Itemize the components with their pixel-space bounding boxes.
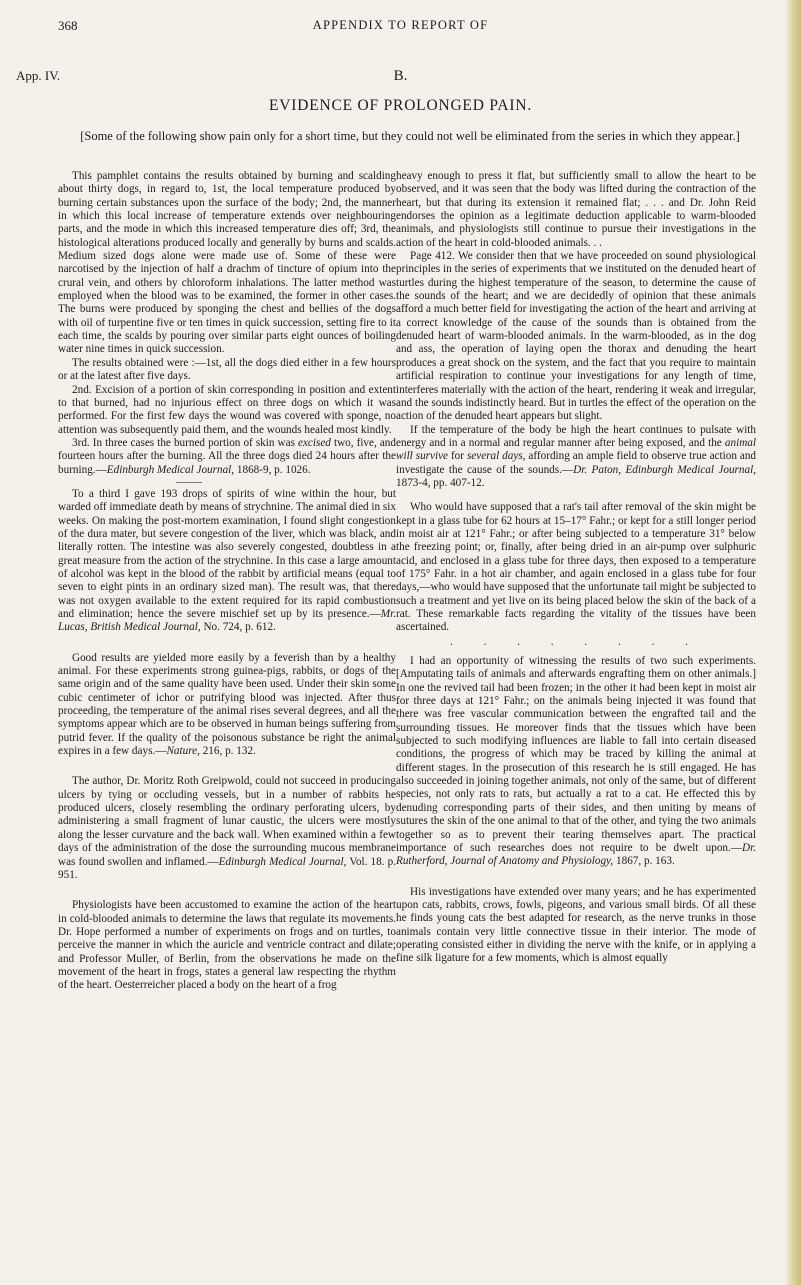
running-head: APPENDIX TO REPORT OF [312,18,489,32]
ellipsis-row: . . . . . . . . [450,635,702,648]
page-number: 368 [58,18,78,33]
paragraph: Good results are yielded more easily by a feverish than by a healthy animal. For these experiments strong guinea-pigs, rabbits, or dogs of the same origin and of the same quality have been used. Under their skin some cubic centimeter of ichor or putrifying blood was injected. After thus proceeding, the temperature of the animal rises several degrees, and all the symptoms appear which are to be observed in human beings suffering from putrid fever. If the quality of the poisonous substance be right the animal expires in a few days.—Nature, 216, p. 132. [58,651,396,758]
paragraph: If the temperature of the body be high the heart continues to pulsate with energy and in a normal and regular manner after being exposed, and the animal will survive for several days, affording an ample field to observe true action and investigate the cause of the sounds.—Dr. Paton, Edinburgh Medical Journal, 1873-4, pp. 407-12. [396,423,757,489]
paragraph: To a third I gave 193 drops of spirits of wine within the hour, but warded off immediate death by means of strychnine. The animal died in six weeks. On making the post-mortem examination, I found slight congestion of the dura mater, but severe congestion of the liver, which was black, and literally rotten. The intestine was also severely congested, doubtless in a great measure from the action of the strychnine. In this case a large amount of alcohol was kept in the blood of the rabbit by artificial means (equal to seven to eight pints in an ordinary sized man). The result was, that there was not oxygen available to the extent required for its rapid combustion and elimination; hence the severe mischief set up by its presence.—Mr. Lucas, British Medical Journal, No. 724, p. 612. [58,487,396,634]
paragraph: 2nd. Excision of a portion of skin corresponding in position and extent to that burned, had no injurious effect on three dogs on which it was performed. For the first few days the wound was covered with sponge, no attention was subsequently paid them, and the wounds healed most kindly. [58,383,396,436]
right-column [396,170,756,966]
paragraph: 3rd. In three cases the burned portion of skin was excised two, five, and fourteen hours after the burning. All the three dogs died 24 hours after the burning.—Edinburgh Medical Journal, 1868-9, p. 1026. [58,436,396,476]
paragraph: The author, Dr. Moritz Roth Greipwold, could not succeed in producing ulcers by tying or occluding vessels, but in a number of rabbits he produced ulcers, closely resembling the ordinary perforating ulcers, by administering a small fragment of lunar caustic, the ulcers were mostly along the lesser curvature and the back wall. When examined within a few days of the administration of the dose the surrounding mucous membrane was found swollen and inflamed.—Edinburgh Medical Journal, Vol. 18. p. 951. [58,775,397,881]
appendix-label: App. IV. [16,68,61,83]
paragraph: His investigations have extended over many years; and he has experimented upon cats, rabbits, crows, fowls, pigeons, and various small birds. Of all these he finds young cats the best adapted for research, as the nerve trunks in those animals contain very little connective tissue in their interior. The mode of operating consisted either in dividing the nerve with the knife, or in applying a fine silk ligature for a few moments, which is almost equally [396,885,756,965]
paragraph: Page 412. We consider then that we have proceeded on sound physiological principles in the series of experiments that we instituted on the denuded heart of turtles during the highest temperature of the season, to determine the cause of the sounds of the heart; and we are decidedly of opinion that these animals afford a much better field for investigating the action of the heart and arriving at a correct knowledge of the cause of the sounds than is obtained from the denuded heart of warm-blooded animals. In the warm-blooded, as in the dog and ass, the operation of laying open the thorax and denuding the heart produces a great shock on the system, and the fact that you require to maintain artificial respiration to continue your investigations for any length of time, interferes materially with the action of the heart, rendering it weak and irregular, and the sounds indistinctly heard. But in turtles the effect of the operation on the action of the denuded heart appears but slight. [396,250,756,423]
paragraph: Who would have supposed that a rat's tail after removal of the skin might be kept in a glass tube for 62 hours at 15–17° Fahr.; or kept for a still longer period in moist air at 121° Fahr.; or after being subjected to a temperature 31° below the freezing point; or, finally, after being dried in an air-pump over sulphuric acid, and enclosed in a glass tube for three days, then exposed to a temperature of 175° Fahr. in a hot air chamber, and again enclosed in a glass tube for four days,—who would have supposed that the unfortunate tail might be subjected to such a treatment and yet live on its being placed below the skin of the back of a rat. These remarkable facts regarding the vitality of the tissues have been ascertained. [396,501,756,634]
paragraph: heavy enough to press it flat, but sufficiently small to allow the heart to be observed, and it was seen that the body was lifted during the contraction of the heart, but that during its extension it remained flat; . . . and Dr. John Reid endorses the opinion as a legitimate deduction applicable to warm-blooded animals, and physiologists still continue to pursue their investigations in the action of the heart in cold-blooded animals. . . [396,170,756,249]
section-title: EVIDENCE OF PROLONGED PAIN. [268,97,532,114]
paragraph: This pamphlet contains the results obtained by burning and scalding about thirty dogs, in regard to, 1st, the local temperature produced by burning certain substances upon the surface of the body; 2nd, the manner in which this local increase of temperature extends over neighbouring parts, and the mode in which this increased temperature dies off; 3rd, the histological alterations produced locally and generally by burns and scalds. Medium sized dogs alone were made use of. Some of these were narcotised by the injection of half a drachm of tincture of opium into the crural vein, and others by chloroform inhalations. The latter method was employed when the blood was to be examined, the former in other cases. The burns were produced by sponging the chest and bellies of the dogs with oil of turpentine five or ten times in quick succession, setting fire to it each time, the scalds by pouring over similar parts eight ounces of boiling water nine times in quick succession. [58,170,396,356]
paragraph: I had an opportunity of witnessing the results of two such experiments. [Amputating tails of animals and afterwards engrafting them on other animals.] In one the revived tail had been frozen; in the other it had been kept in moist air for three days at 121° Fahr.; on the animals being injected it was found that there was free vascular communication between the engrafted tail and the surrounding tissues. He moreover finds that the tissues which have been subjected to such modifying influences are liable to fall into certain diseased conditions, the progress of which may be traced by killing the animal at different stages. In the prosecution of this research he is still engaged. He has also succeeded in joining together animals, not only of the same, but of different species, not only rats to rats, but actually a rat to a cat. He effected this by denuding corresponding parts of their sides, and then uniting by means of sutures the skin of the one animal to that of the other, and tying the two animals together so as to prevent their tearing themselves apart. The practical importance of such researches does not require to be dwelt upon.—Dr. Rutherford, Journal of Anatomy and Physiology, 1867, p. 163. [396,655,756,868]
paragraph: Physiologists have been accustomed to examine the action of the heart in cold-blooded animals to determine the laws that regulate its movements. Dr. Hope performed a number of experiments on frogs and on turtles, to perceive the manner in which the auricle and ventricle contract and dilate; and Professor Muller, of Berlin, from the observations he made on the movement of the heart in frogs, states a general law respecting the rhythm of the heart. Oesterreicher placed a body on the heart of a frog [58,899,396,992]
page-edge [785,0,801,1285]
section-subtitle: [Some of the following show pain only for a short time, but they could not well be eliminated from the series in which they appear.] [80,129,740,143]
left-column [58,170,396,993]
section-letter: B. [393,68,408,84]
separator-rule [176,482,202,483]
paragraph: The results obtained were :—1st, all the dogs died either in a few hours or at the latest after five days. [58,356,396,383]
